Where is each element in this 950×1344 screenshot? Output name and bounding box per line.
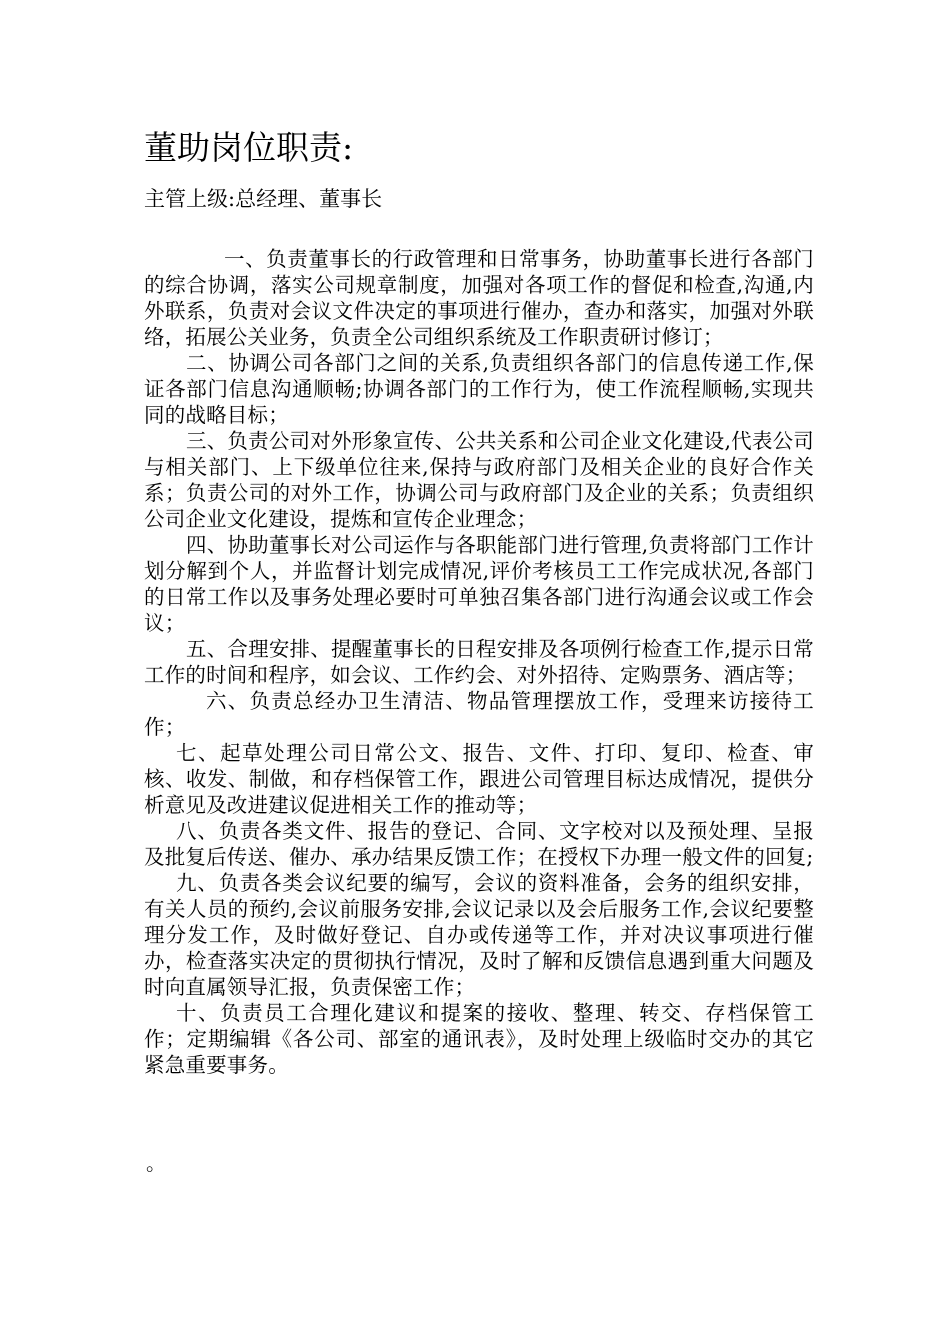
duty-paragraph-3: 三、负责公司对外形象宣传、公共关系和公司企业文化建设,代表公司与相关部门、上下级单位往来,保持与政府部门及相关企业的良好合作关系；负责公司的对外工作，协调公司与政府部门及企业的关系；负责组织公司企业文化建设，提炼和宣传企业理念； <box>144 429 814 531</box>
duty-paragraph-9: 九、负责各类会议纪要的编写，会议的资料准备，会务的组织安排，有关人员的预约,会议前服务安排,会议记录以及会后服务工作,会议纪要整理分发工作，及时做好登记、自办或传递等工作，并对决议事项进行催办，检查落实决定的贯彻执行情况，及时了解和反馈信息遇到重大问题及时向直属领导汇报，负责保密工作； <box>144 871 814 999</box>
page-title: 董助岗位职责: <box>144 128 354 167</box>
page-subtitle: 主管上级:总经理、董事长 <box>144 187 383 211</box>
duty-paragraph-2: 二、协调公司各部门之间的关系,负责组织各部门的信息传递工作,保证各部门信息沟通顺畅;协调各部门的工作行为，使工作流程顺畅,实现共同的战略目标； <box>144 351 814 427</box>
duty-paragraph-6: 六、负责总经办卫生清洁、物品管理摆放工作，受理来访接待工作； <box>144 689 814 739</box>
duty-paragraph-10: 十、负责员工合理化建议和提案的接收、整理、转交、存档保管工作；定期编辑《各公司、部室的通讯表》，及时处理上级临时交办的其它紧急重要事务。 <box>144 1001 814 1077</box>
duty-paragraph-5: 五、合理安排、提醒董事长的日程安排及各项例行检查工作,提示日常工作的时间和程序，如会议、工作约会、对外招待、定购票务、酒店等； <box>144 637 814 687</box>
trailing-mark: 。 <box>146 1151 166 1175</box>
duty-paragraph-7: 七、起草处理公司日常公文、报告、文件、打印、复印、检查、审核、收发、制做，和存档保管工作，跟进公司管理目标达成情况，提供分析意见及改进建议促进相关工作的推动等； <box>144 741 814 817</box>
duty-paragraph-1: 一、负责董事长的行政管理和日常事务，协助董事长进行各部门的综合协调，落实公司规章制度，加强对各项工作的督促和检查,沟通,内外联系，负责对会议文件决定的事项进行催办，查办和落实，加强对外联络，拓展公关业务，负责全公司组织系统及工作职责研讨修订； <box>144 247 814 349</box>
duty-paragraph-8: 八、负责各类文件、报告的登记、合同、文字校对以及预处理、呈报及批复后传送、催办、承办结果反馈工作；在授权下办理一般文件的回复; <box>144 819 814 869</box>
document-body <box>144 246 814 1078</box>
duty-paragraph-4: 四、协助董事长对公司运作与各职能部门进行管理,负责将部门工作计划分解到个人，并监督计划完成情况,评价考核员工工作完成状况,各部门的日常工作以及事务处理必要时可单独召集各部门进行沟通会议或工作会议； <box>144 533 814 635</box>
